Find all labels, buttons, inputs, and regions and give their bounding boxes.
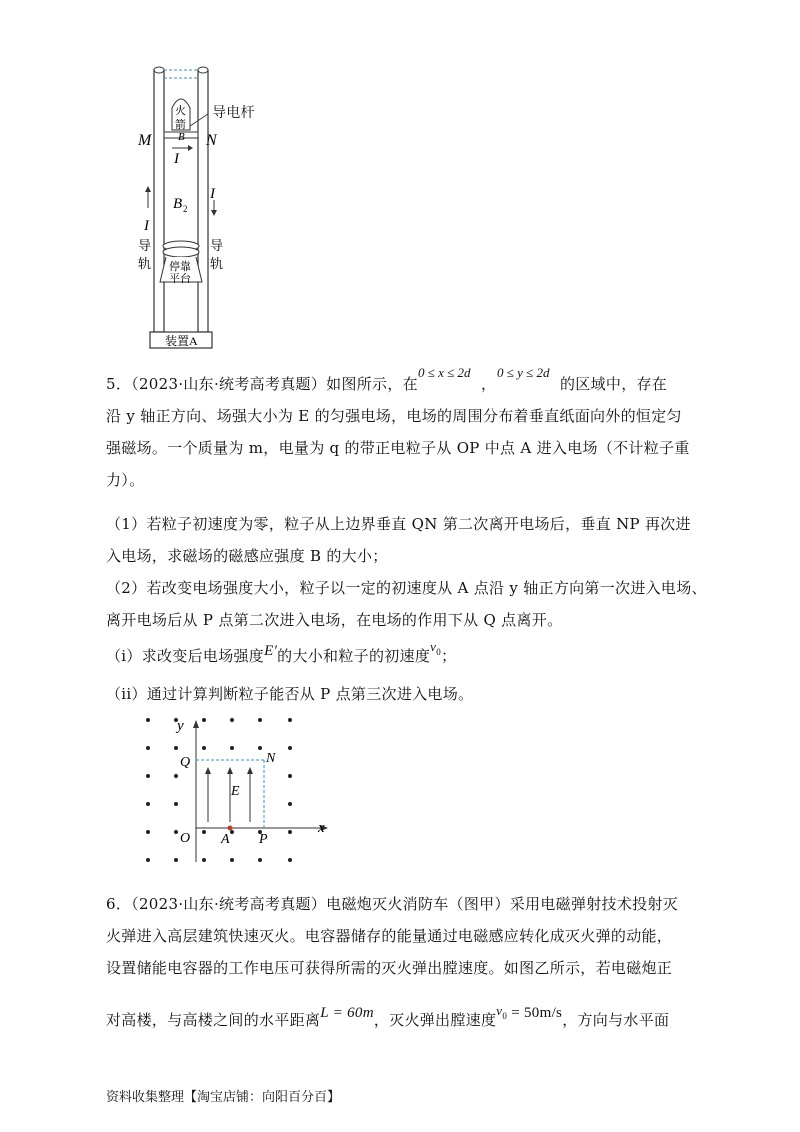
field-arrow-2-head: [227, 767, 233, 774]
q5-comma: ，: [481, 375, 497, 393]
label-I-right: I: [210, 186, 215, 202]
field-dot: [202, 858, 206, 862]
q6-v0-value: = 50m/s: [507, 1005, 563, 1021]
left-rail-top: [154, 67, 164, 73]
q5-v0: v: [430, 639, 437, 654]
field-dot: [174, 746, 178, 750]
q6-v0-subscript: 0: [502, 1011, 508, 1021]
figure-field-diagram: [140, 712, 340, 872]
left-rail: [154, 70, 164, 332]
label-x: x: [318, 820, 325, 836]
field-arrow-3-head: [247, 767, 253, 774]
label-E: E: [231, 784, 240, 799]
current-arrow-right-head: [211, 210, 217, 216]
field-dot: [174, 830, 178, 834]
field-dot: [288, 830, 292, 834]
field-dot: [258, 746, 262, 750]
label-O: O: [180, 831, 191, 846]
field-dot: [288, 746, 292, 750]
field-dot: [202, 746, 206, 750]
label-A: A: [221, 832, 230, 847]
device-a-label: 装置A: [165, 334, 198, 348]
label-B2-subscript: 2: [183, 204, 188, 214]
q5-sub-i: [106, 639, 457, 668]
rod-label: 导电杆: [212, 105, 255, 121]
label-P: P: [259, 832, 268, 847]
q5-part-1-line-2: 入电场，求磁场的磁感应强度 B 的大小；: [106, 547, 388, 565]
label-y: y: [177, 718, 184, 734]
q5-sub-i-text-b: 的大小和粒子的初速度: [277, 647, 431, 665]
field-diagram-svg: [140, 712, 340, 872]
field-dot: [146, 802, 150, 806]
field-dot: [288, 802, 292, 806]
rail-label-left-1: 导: [138, 238, 152, 253]
current-arrow-left-head: [145, 186, 151, 192]
field-dot: [230, 830, 234, 834]
platform-label-1: 停靠: [169, 261, 191, 273]
field-arrow-1-head: [205, 767, 211, 774]
field-dot: [146, 858, 150, 862]
field-dot: [146, 718, 150, 722]
q5-condition-x: 0 ≤ x ≤ 2d: [418, 365, 471, 380]
platform-label-2: 平台: [169, 273, 191, 285]
magnetic-field-dots: [146, 718, 292, 862]
q5-condition-y: 0 ≤ y ≤ 2d: [497, 365, 550, 380]
right-rail-top: [198, 67, 208, 73]
q5-sub-ii: （ii）通过计算判断粒子能否从 P 点第三次进入电场。: [106, 685, 474, 703]
q5-line-3: 强磁场。一个质量为 m，电量为 q 的带正电粒子从 OP 中点 A 进入电场（不计粒子重: [106, 439, 690, 457]
field-dot: [258, 858, 262, 862]
label-I-left: I: [144, 218, 149, 234]
label-B: B: [178, 131, 185, 143]
field-dot: [230, 718, 234, 722]
right-rail: [198, 70, 208, 332]
field-dot: [230, 746, 234, 750]
field-dot: [288, 774, 292, 778]
current-arrow-top-head: [188, 145, 193, 151]
field-dot: [288, 858, 292, 862]
field-dot: [230, 858, 234, 862]
rail-label-right-2: 轨: [210, 256, 224, 271]
q5-intro-text: 5．（2023·山东·统考高考真题）如图所示，在: [106, 375, 418, 393]
q6-line-3: 设置储能电容器的工作电压可获得所需的灭火弹出膛速度。如图乙所示，若电磁炮正: [106, 959, 673, 977]
q5-v0-subscript: 0: [436, 647, 442, 657]
label-M: M: [138, 132, 152, 149]
q5-line-1: [106, 374, 418, 394]
q5-line-4: 力）。: [106, 471, 145, 489]
q5-part-1-line-1: （1）若粒子初速度为零，粒子从上边界垂直 QN 第二次离开电场后，垂直 NP 再次进: [106, 515, 691, 533]
label-I-top: I: [174, 151, 179, 167]
rail-label-left-2: 轨: [138, 256, 152, 271]
platform-top-2: [163, 247, 199, 257]
y-axis-arrow: [193, 720, 199, 728]
field-dot: [174, 858, 178, 862]
q5-sub-i-text-a: （i）求改变后电场强度: [106, 647, 265, 665]
field-dot: [146, 746, 150, 750]
q5-part-2-line-2: 离开电场后从 P 点第二次进入电场，在电场的作用下从 Q 点离开。: [106, 611, 563, 629]
q6-distance: L = 60m: [320, 1005, 374, 1021]
q5-e-prime: E′: [264, 643, 278, 659]
footer-credit: 资料收集整理【淘宝店铺：向阳百分百】: [106, 1090, 341, 1105]
rail-label-right-1: 导: [210, 238, 224, 253]
q6-line-4-text-a: 对高楼，与高楼之间的水平距离: [106, 1011, 321, 1029]
field-dot: [174, 774, 178, 778]
field-dot: [202, 718, 206, 722]
q6-line-4-text-c: ，方向与水平面: [562, 1011, 670, 1029]
rocket-label-2: 箭: [175, 119, 186, 131]
q6-line-4: [106, 1003, 670, 1032]
q6-line-1: 6．（2023·山东·统考高考真题）电磁炮灭火消防车（图甲）采用电磁弹射技术投射灭: [106, 895, 679, 913]
field-dot: [258, 718, 262, 722]
label-N: N: [266, 751, 276, 766]
field-dot: [146, 774, 150, 778]
field-dot: [288, 718, 292, 722]
field-dot: [146, 830, 150, 834]
q5-line-2: 沿 y 轴正方向、场强大小为 E 的匀强电场，电场的周围分布着垂直纸面向外的恒定匀: [106, 407, 682, 425]
field-dot: [174, 802, 178, 806]
q6-v0: v: [496, 1003, 503, 1018]
q5-sub-i-text-c: ；: [441, 647, 457, 665]
q6-line-4-text-b: ，灭火弹出膛速度: [373, 1011, 497, 1029]
q5-part-2-line-1: （2）若改变电场强度大小，粒子以一定的初速度从 A 点沿 y 轴正方向第一次进入电场、: [106, 579, 707, 597]
label-Q: Q: [180, 755, 191, 770]
point-A-marker: [228, 826, 233, 831]
q6-line-2: 火弹进入高层建筑快速灭火。电容器储存的能量通过电磁感应转化成灭火弹的动能，: [106, 927, 673, 945]
label-N: N: [206, 132, 217, 149]
label-B2: B: [173, 196, 183, 212]
rocket-label-1: 火: [175, 105, 186, 117]
field-dot: [202, 830, 206, 834]
q5-line-1-end: 的区域中，存在: [560, 375, 668, 393]
